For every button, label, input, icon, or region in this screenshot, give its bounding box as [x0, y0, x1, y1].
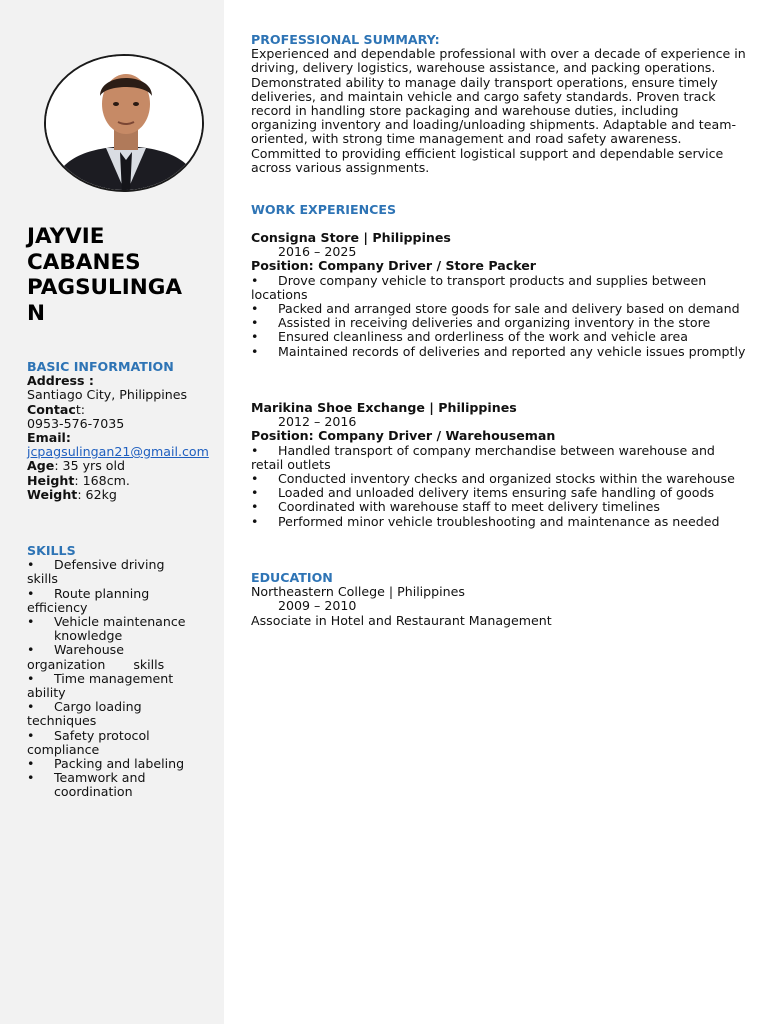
- job-duty-item: [251, 316, 746, 330]
- job-duty-item: [251, 444, 746, 472]
- bullet-icon: •: [251, 513, 259, 529]
- weight-row: [27, 488, 217, 502]
- bullet-icon: •: [251, 329, 259, 345]
- profile-photo: [44, 54, 204, 192]
- skills-section: [27, 544, 217, 800]
- job-entry: [251, 401, 746, 529]
- contact-label: Contac: [27, 401, 76, 417]
- bullet-icon: •: [251, 343, 259, 359]
- professional-summary-heading: PROFESSIONAL SUMMARY:: [251, 32, 440, 47]
- age-label: Age: [27, 458, 55, 474]
- skill-text: Teamwork and: [54, 770, 146, 786]
- job-duty-item: [251, 330, 746, 344]
- skill-text: Packing and labeling: [54, 756, 185, 772]
- age-value: : 35 yrs old: [54, 458, 125, 474]
- bullet-icon: •: [251, 301, 259, 317]
- bullet-icon: •: [27, 557, 35, 573]
- height-row: [27, 474, 217, 488]
- address-row: [27, 374, 217, 388]
- sidebar: [0, 0, 224, 1024]
- work-experience-section: [251, 203, 746, 217]
- bullet-icon: •: [27, 585, 35, 601]
- bullet-icon: •: [251, 471, 259, 487]
- job-duty-text: Performed minor vehicle troubleshooting and maintenance as needed: [278, 513, 720, 529]
- height-value: : 168cm.: [74, 472, 130, 488]
- bullet-icon: •: [251, 272, 259, 288]
- skill-text: Defensive driving: [54, 557, 165, 573]
- job-duty-text: Loaded and unloaded delivery items ensuring safe handling of goods: [278, 485, 715, 501]
- job-duty-text: Drove company vehicle to transport products and supplies between locations: [251, 272, 707, 302]
- skill-item: [27, 700, 217, 728]
- education-dates: 2009 – 2010: [278, 598, 357, 614]
- job-duty-item: [251, 515, 746, 529]
- contact-label-suffix: t:: [75, 401, 86, 417]
- job-duties-list: [251, 274, 746, 359]
- job-duty-item: [251, 345, 746, 359]
- skill-text: Cargo loading: [54, 699, 142, 715]
- job-duty-text: Handled transport of company merchandise between warehouse and retail outlets: [251, 442, 715, 472]
- education-section: [251, 571, 746, 628]
- skill-item: [27, 771, 217, 799]
- skill-text-continued: organization skills: [27, 656, 165, 672]
- basic-information-section: [27, 360, 217, 502]
- skill-item: [27, 672, 217, 700]
- job-duty-item: [251, 302, 746, 316]
- skill-text-continued: ability: [27, 685, 66, 701]
- job-duty-item: [251, 472, 746, 486]
- job-dates: 2016 – 2025: [278, 244, 357, 260]
- job-duty-item: [251, 274, 746, 302]
- name-line: CABANES: [27, 249, 141, 275]
- name-line: JAYVIE: [27, 224, 105, 249]
- skills-heading: SKILLS: [27, 543, 76, 558]
- education-school: Northeastern College | Philippines: [251, 584, 465, 600]
- skill-item: [27, 729, 217, 757]
- professional-summary-section: [251, 33, 746, 175]
- skill-text-continued: techniques: [27, 713, 97, 729]
- job-position: Position: Company Driver / Store Packer: [251, 258, 536, 274]
- skill-text-continued: coordination: [54, 784, 133, 800]
- skill-text-continued: skills: [27, 571, 58, 587]
- weight-value: : 62kg: [77, 486, 117, 502]
- weight-label: Weight: [27, 486, 78, 502]
- job-company: Marikina Shoe Exchange | Philippines: [251, 400, 517, 415]
- skill-text-continued: knowledge: [54, 628, 123, 644]
- professional-summary-text: Experienced and dependable professional with over a decade of experience in driving, delivery logistics, warehouse assistance, and packing operations. Demonstrated ability to manage daily transport operations, ensure timely deliveries, and maintain vehicle and cargo safety standards. Proven track record in handling store packaging and warehouse duties, including organizing inventory and loading/unloading shipments. Adaptable and team-oriented, with strong time management and road safety awareness. Committed to providing efficient logistical support and dependable service across various assignments.: [251, 46, 746, 175]
- bullet-icon: •: [251, 442, 259, 458]
- email-link[interactable]: jcpagsulingan21@gmail.com: [27, 444, 209, 460]
- job-position: Position: Company Driver / Warehouseman: [251, 428, 556, 444]
- education-degree: Associate in Hotel and Restaurant Management: [251, 612, 552, 628]
- email-label: Email:: [27, 430, 71, 446]
- bullet-icon: •: [251, 485, 259, 501]
- height-label: Height: [27, 472, 75, 488]
- bullet-icon: •: [27, 756, 35, 772]
- person-portrait-icon: [46, 56, 204, 192]
- skill-text: Vehicle maintenance: [54, 614, 186, 630]
- basic-information-heading: BASIC INFORMATION: [27, 359, 174, 374]
- skill-item: [27, 558, 217, 586]
- job-duty-text: Ensured cleanliness and orderliness of the work and vehicle area: [278, 329, 688, 345]
- job-duty-text: Packed and arranged store goods for sale and delivery based on demand: [278, 301, 740, 317]
- skills-list: [27, 558, 217, 799]
- job-duty-item: [251, 486, 746, 500]
- skill-item: [27, 587, 217, 615]
- work-experience-heading: WORK EXPERIENCES: [251, 202, 397, 217]
- job-dates: 2012 – 2016: [278, 414, 357, 430]
- bullet-icon: •: [27, 727, 35, 743]
- job-duty-text: Assisted in receiving deliveries and organizing inventory in the store: [278, 315, 711, 331]
- job-duty-text: Maintained records of deliveries and reported any vehicle issues promptly: [278, 343, 746, 359]
- skill-text: Safety protocol: [54, 727, 150, 743]
- bullet-icon: •: [251, 315, 259, 331]
- skill-text-continued: efficiency: [27, 599, 88, 615]
- bullet-icon: •: [27, 642, 35, 658]
- address-label: Address :: [27, 373, 94, 389]
- bullet-icon: •: [27, 670, 35, 686]
- skill-item: [27, 643, 217, 671]
- bullet-icon: •: [251, 499, 259, 515]
- job-duty-item: [251, 500, 746, 514]
- skill-text: Time management: [54, 670, 174, 686]
- bullet-icon: •: [27, 699, 35, 715]
- contact-value: 0953-576-7035: [27, 415, 125, 431]
- skill-item: [27, 615, 217, 643]
- job-duty-text: Conducted inventory checks and organized stocks within the warehouse: [278, 471, 735, 487]
- job-duty-text: Coordinated with warehouse staff to meet delivery timelines: [278, 499, 660, 515]
- skill-text-continued: compliance: [27, 741, 100, 757]
- skill-text: Route planning: [54, 585, 150, 601]
- job-duties-list: [251, 444, 746, 529]
- bullet-icon: •: [27, 614, 35, 630]
- contact-row: [27, 403, 217, 417]
- candidate-name: [27, 224, 217, 326]
- address-value: Santiago City, Philippines: [27, 387, 188, 403]
- bullet-icon: •: [27, 770, 35, 786]
- skill-item: [27, 757, 217, 771]
- name-line: N: [27, 300, 45, 326]
- name-line: PAGSULINGA: [27, 275, 182, 300]
- education-heading: EDUCATION: [251, 570, 333, 585]
- job-company: Consigna Store | Philippines: [251, 230, 451, 245]
- job-entry: [251, 231, 746, 359]
- skill-text: Warehouse: [54, 642, 124, 658]
- age-row: [27, 459, 217, 473]
